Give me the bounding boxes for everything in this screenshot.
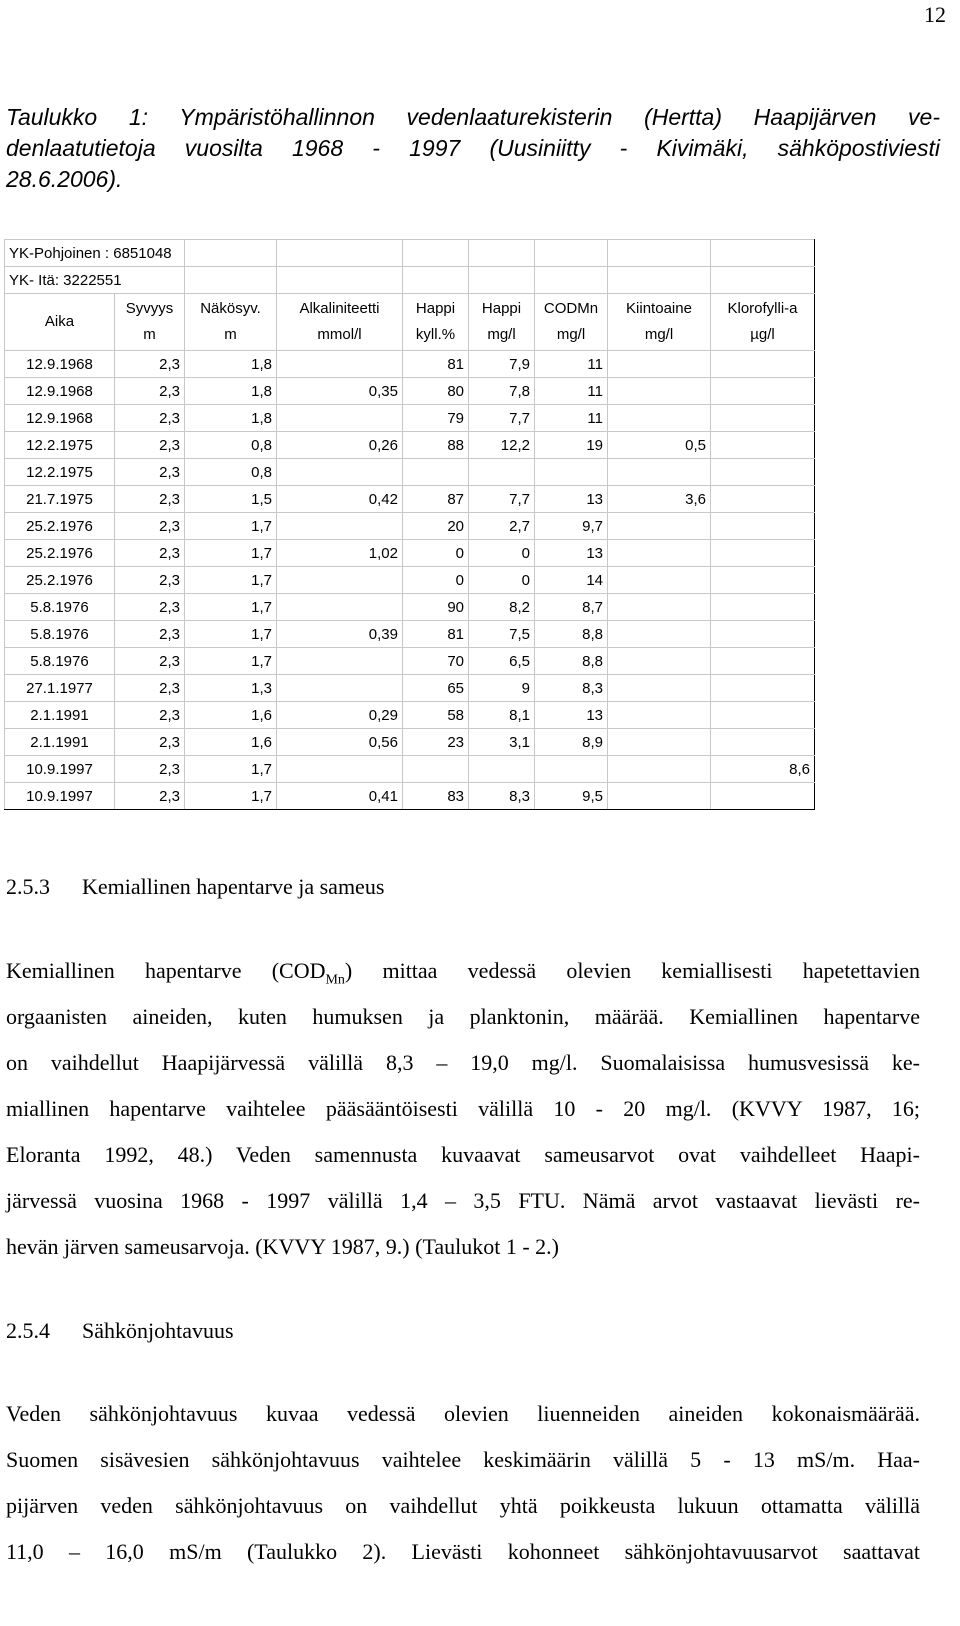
caption-line: Taulukko 1: Ympäristöhallinnon vedenlaaturekisterin (Hertta) Haapijärven ve-: [6, 104, 940, 130]
table-cell: 1,5: [185, 486, 277, 513]
table-cell: 25.2.1976: [5, 567, 115, 594]
table-cell: 2,3: [115, 486, 185, 513]
header-label: CODMn: [543, 300, 599, 317]
text-run: ) mittaa vedessä olevien kemiallisesti hapetettavien: [344, 958, 921, 983]
table-cell: 1,8: [185, 378, 277, 405]
table-cell: [277, 675, 403, 702]
table-cell: [711, 702, 815, 729]
table-cell: 11: [535, 378, 608, 405]
table-cell: 7,8: [469, 378, 535, 405]
table-cell: [608, 513, 711, 540]
column-header: [5, 294, 115, 351]
table-cell: 0,29: [277, 702, 403, 729]
table-cell: 65: [403, 675, 469, 702]
header-label: Näkösyv.: [200, 300, 261, 317]
text-run: Kemiallinen hapentarve (COD: [6, 958, 326, 983]
table-cell: [277, 756, 403, 783]
table-cell: [608, 594, 711, 621]
table-cell: [711, 594, 815, 621]
section-number: 2.5.3: [6, 874, 50, 899]
table-cell: 1,8: [185, 405, 277, 432]
table-cell: 6,5: [469, 648, 535, 675]
table-cell: 8,7: [535, 594, 608, 621]
table-cell: [277, 594, 403, 621]
table-cell: 1,7: [185, 621, 277, 648]
header-label: Klorofylli-a: [727, 300, 798, 317]
coord-east: YK- Itä: 3222551: [5, 267, 185, 294]
table-cell: [608, 702, 711, 729]
table-cell: [711, 378, 815, 405]
table-cell: 79: [403, 405, 469, 432]
table-cell: 1,7: [185, 540, 277, 567]
table-cell: 0,41: [277, 783, 403, 810]
table-cell: 1,6: [185, 702, 277, 729]
table-cell: [711, 648, 815, 675]
paragraph-line: miallinen hapentarve vaihtelee pääsääntöisesti välillä 10 - 20 mg/l. (KVVY 1987, 16;: [6, 1096, 920, 1121]
table-cell: 58: [403, 702, 469, 729]
paragraph-line: [6, 948, 920, 994]
column-header: [608, 294, 711, 351]
header-label: mg/l: [487, 326, 516, 343]
table-cell: 0,39: [277, 621, 403, 648]
table-cell: 2,3: [115, 405, 185, 432]
subscript: Mn: [325, 972, 345, 988]
table-cell: [277, 648, 403, 675]
table-cell: 13: [535, 540, 608, 567]
table-cell: [608, 405, 711, 432]
table-cell: 2,3: [115, 432, 185, 459]
table-cell: 7,9: [469, 351, 535, 378]
table-cell: 12.9.1968: [5, 351, 115, 378]
table-row: [5, 378, 815, 405]
paragraph-line: orgaanisten aineiden, kuten humuksen ja planktonin, määrää. Kemiallinen hapentarve: [6, 1004, 920, 1029]
page-number: 12: [924, 2, 946, 27]
table-cell: 1,3: [185, 675, 277, 702]
section-heading: [6, 1318, 234, 1344]
column-header: [277, 294, 403, 351]
table-cell: 70: [403, 648, 469, 675]
table-cell: 87: [403, 486, 469, 513]
header-label: Happi: [481, 300, 522, 317]
table-row: [5, 459, 815, 486]
table-cell: [711, 351, 815, 378]
table-cell: 1,02: [277, 540, 403, 567]
header-label: Happi: [415, 300, 456, 317]
column-header: [185, 294, 277, 351]
table-cell: 2,3: [115, 351, 185, 378]
header-label: Kiintoaine: [626, 300, 692, 317]
table-cell: 0,26: [277, 432, 403, 459]
table-cell: [711, 405, 815, 432]
table-cell: 1,8: [185, 351, 277, 378]
table-cell: 27.1.1977: [5, 675, 115, 702]
table-cell: [608, 378, 711, 405]
table-cell: 8,6: [711, 756, 815, 783]
header-label: Alkaliniteetti: [299, 300, 380, 317]
paragraph: [6, 948, 920, 1270]
table-cell: [608, 675, 711, 702]
table-cell: 0,8: [185, 459, 277, 486]
table-cell: [711, 621, 815, 648]
paragraph-line: järvessä vuosina 1968 - 1997 välillä 1,4 – 3,5 FTU. Nämä arvot vastaavat lievästi re-: [6, 1188, 920, 1213]
table-cell: 1,7: [185, 567, 277, 594]
table-row: [5, 621, 815, 648]
table-cell: 2,3: [115, 729, 185, 756]
table-cell: 25.2.1976: [5, 540, 115, 567]
table-cell: [403, 756, 469, 783]
table-cell: 1,7: [185, 648, 277, 675]
table-cell: 8,2: [469, 594, 535, 621]
table-cell: 14: [535, 567, 608, 594]
header-label: mg/l: [644, 326, 674, 343]
table-cell: 7,7: [469, 405, 535, 432]
table-cell: 0: [469, 540, 535, 567]
header-label: µg/l: [750, 326, 775, 343]
table-cell: 8,3: [535, 675, 608, 702]
table-cell: 9,7: [535, 513, 608, 540]
table-cell: 1,6: [185, 729, 277, 756]
table-cell: 2,7: [469, 513, 535, 540]
table-cell: 1,7: [185, 783, 277, 810]
caption-line: 28.6.2006).: [6, 166, 123, 192]
table-cell: [469, 756, 535, 783]
table-cell: [711, 459, 815, 486]
table-cell: 1,7: [185, 513, 277, 540]
header-row: [5, 294, 815, 351]
table-cell: 19: [535, 432, 608, 459]
table-cell: 88: [403, 432, 469, 459]
column-header: [115, 294, 185, 351]
caption-line: denlaatutietoja vuosilta 1968 - 1997 (Uusiniitty - Kivimäki, sähköpostiviesti: [6, 135, 940, 161]
table-cell: [711, 783, 815, 810]
table-cell: 8,8: [535, 621, 608, 648]
table-cell: 25.2.1976: [5, 513, 115, 540]
table-cell: 9,5: [535, 783, 608, 810]
table-cell: 83: [403, 783, 469, 810]
table-cell: 2,3: [115, 621, 185, 648]
table-cell: [608, 729, 711, 756]
table-cell: 12.9.1968: [5, 405, 115, 432]
table-cell: 0,42: [277, 486, 403, 513]
table-cell: [608, 567, 711, 594]
table-cell: 12.9.1968: [5, 378, 115, 405]
table-cell: 80: [403, 378, 469, 405]
table-row: [5, 648, 815, 675]
table-cell: 13: [535, 702, 608, 729]
column-header: [469, 294, 535, 351]
table-row: [5, 675, 815, 702]
table-cell: [608, 459, 711, 486]
table-cell: 0: [403, 567, 469, 594]
header-label: m: [143, 326, 156, 343]
table-cell: 3,1: [469, 729, 535, 756]
table-caption: [6, 102, 940, 195]
table-cell: [608, 351, 711, 378]
table-cell: 9: [469, 675, 535, 702]
table-row: [5, 729, 815, 756]
table-cell: 81: [403, 351, 469, 378]
table-cell: 1,7: [185, 756, 277, 783]
column-header: [535, 294, 608, 351]
table-cell: 0,56: [277, 729, 403, 756]
table-cell: 90: [403, 594, 469, 621]
table-row: [5, 432, 815, 459]
table-cell: 11: [535, 351, 608, 378]
table-cell: 2,3: [115, 540, 185, 567]
table-cell: 12.2.1975: [5, 459, 115, 486]
section-number: 2.5.4: [6, 1318, 50, 1343]
table-cell: 13: [535, 486, 608, 513]
header-label: mmol/l: [317, 326, 362, 343]
table-cell: [608, 621, 711, 648]
table-cell: 2,3: [115, 459, 185, 486]
header-label: Syvyys: [125, 300, 174, 317]
table-cell: 21.7.1975: [5, 486, 115, 513]
table-cell: 8,3: [469, 783, 535, 810]
table-cell: 10.9.1997: [5, 783, 115, 810]
coord-row: [5, 267, 815, 294]
table-cell: [711, 540, 815, 567]
table-cell: 2.1.1991: [5, 729, 115, 756]
paragraph-line: 11,0 – 16,0 mS/m (Taulukko 2). Lievästi kohonneet sähkönjohtavuusarvot saattavat: [6, 1539, 920, 1564]
table-cell: [277, 567, 403, 594]
table-cell: 7,7: [469, 486, 535, 513]
table-cell: [711, 432, 815, 459]
paragraph-line: Veden sähkönjohtavuus kuvaa vedessä olevien liuenneiden aineiden kokonaismäärää.: [6, 1401, 920, 1426]
section-title: Kemiallinen hapentarve ja sameus: [82, 874, 385, 899]
table-cell: 10.9.1997: [5, 756, 115, 783]
column-header: [711, 294, 815, 351]
table-cell: 5.8.1976: [5, 648, 115, 675]
table-cell: 2,3: [115, 648, 185, 675]
table-cell: 2,3: [115, 756, 185, 783]
table-row: [5, 513, 815, 540]
table-cell: [535, 756, 608, 783]
table-cell: 11: [535, 405, 608, 432]
table-cell: 12.2.1975: [5, 432, 115, 459]
section-title: Sähkönjohtavuus: [82, 1318, 234, 1343]
table-cell: 20: [403, 513, 469, 540]
table-cell: 12,2: [469, 432, 535, 459]
table-cell: [469, 459, 535, 486]
table-cell: 5.8.1976: [5, 621, 115, 648]
table-cell: 0: [403, 540, 469, 567]
header-label: mg/l: [556, 326, 586, 343]
paragraph-line: Eloranta 1992, 48.) Veden samennusta kuvaavat sameusarvot ovat vaihdelleet Haapi-: [6, 1142, 920, 1167]
table-row: [5, 540, 815, 567]
table-cell: 5.8.1976: [5, 594, 115, 621]
table-cell: [711, 486, 815, 513]
header-label: kyll.%: [415, 326, 456, 343]
water-quality-table: [4, 239, 815, 810]
paragraph-line: Suomen sisävesien sähkönjohtavuus vaihtelee keskimäärin välillä 5 - 13 mS/m. Haa-: [6, 1447, 920, 1472]
table-cell: 1,7: [185, 594, 277, 621]
table-cell: [711, 675, 815, 702]
table-cell: 8,9: [535, 729, 608, 756]
paragraph-line: on vaihdellut Haapijärvessä välillä 8,3 – 19,0 mg/l. Suomalaisissa humusvesissä ke-: [6, 1050, 920, 1075]
table-cell: 7,5: [469, 621, 535, 648]
table-cell: 2,3: [115, 594, 185, 621]
table-row: [5, 486, 815, 513]
table-cell: [711, 567, 815, 594]
table-cell: [403, 459, 469, 486]
table-cell: 3,6: [608, 486, 711, 513]
table-cell: 2,3: [115, 567, 185, 594]
table-body: [5, 351, 815, 810]
table-cell: 2,3: [115, 675, 185, 702]
section-heading: [6, 874, 384, 900]
table-cell: [608, 756, 711, 783]
table-cell: 8,1: [469, 702, 535, 729]
table-cell: 0,35: [277, 378, 403, 405]
table-row: [5, 405, 815, 432]
table-cell: [711, 729, 815, 756]
table-cell: 2,3: [115, 783, 185, 810]
table-cell: [608, 648, 711, 675]
table-cell: 2,3: [115, 702, 185, 729]
table-cell: [277, 513, 403, 540]
table-row: [5, 351, 815, 378]
table-cell: [608, 783, 711, 810]
table-cell: 0: [469, 567, 535, 594]
table-cell: [277, 405, 403, 432]
paragraph: [6, 1391, 920, 1575]
table-cell: 8,8: [535, 648, 608, 675]
table-cell: 0,5: [608, 432, 711, 459]
paragraph-line: hevän järven sameusarvoja. (KVVY 1987, 9.) (Taulukot 1 - 2.): [6, 1234, 559, 1259]
table-row: [5, 594, 815, 621]
table-row: [5, 756, 815, 783]
table-row: [5, 567, 815, 594]
coord-north: YK-Pohjoinen : 6851048: [5, 240, 185, 267]
table-cell: [277, 351, 403, 378]
table-cell: 0,8: [185, 432, 277, 459]
table-row: [5, 702, 815, 729]
table-cell: 23: [403, 729, 469, 756]
header-label: m: [224, 326, 237, 343]
coord-row: [5, 240, 815, 267]
table-cell: [608, 540, 711, 567]
table-cell: 2,3: [115, 513, 185, 540]
header-label: Aika: [44, 313, 75, 330]
table-cell: [535, 459, 608, 486]
column-header: [403, 294, 469, 351]
table-cell: 81: [403, 621, 469, 648]
table-cell: [711, 513, 815, 540]
table-row: [5, 783, 815, 810]
table-cell: [277, 459, 403, 486]
paragraph-line: pijärven veden sähkönjohtavuus on vaihdellut yhtä poikkeusta lukuun ottamatta välillä: [6, 1493, 920, 1518]
table-cell: 2.1.1991: [5, 702, 115, 729]
table-cell: 2,3: [115, 378, 185, 405]
